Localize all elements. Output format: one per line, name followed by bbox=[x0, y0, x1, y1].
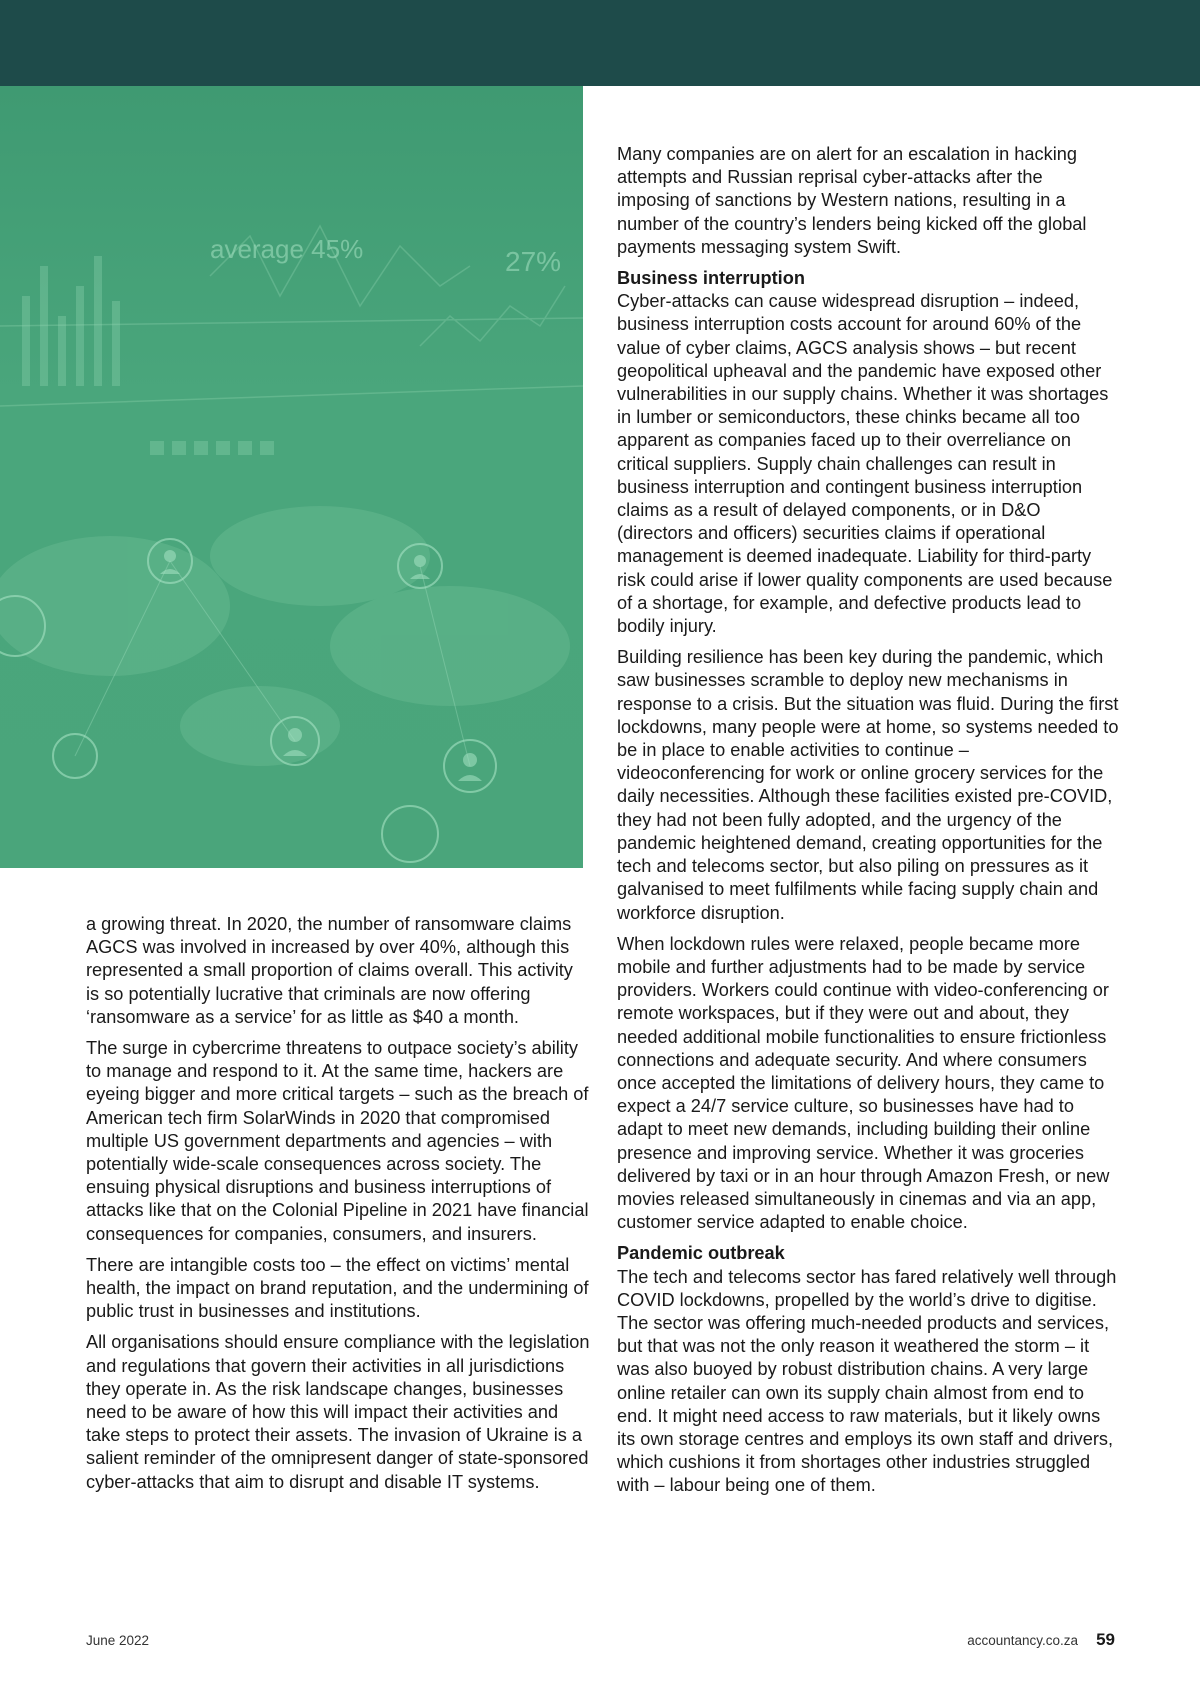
body-paragraph: Cyber-attacks can cause widespread disruption – indeed, business interruption costs account for around 60% of the value of cyber claims, AGCS analysis shows – but recent geopolitical upheaval and the pandemic have exposed other vulnerabilities in our supply chains. Whether it was shortages in lumber or semiconductors, these chinks became all too apparent as companies faced up to their overreliance on critical suppliers. Supply chain challenges can result in business interruption and contingent business interruption claims as a result of delayed components, or in D&O (directors and officers) securities claims if operational management is deemed inadequate. Liability for third-party risk could arise if lower quality components are used because of a shortage, for example, and defective products lead to bodily injury. bbox=[617, 291, 1113, 637]
overlay-text-average: average 45% bbox=[210, 234, 364, 264]
right-text-column bbox=[617, 143, 1119, 1506]
section-heading-pandemic-outbreak: Pandemic outbreak bbox=[617, 1243, 785, 1264]
section-heading-business-interruption: Business interruption bbox=[617, 268, 805, 289]
cyber-map-illustration bbox=[0, 86, 583, 868]
body-paragraph: There are intangible costs too – the effect on victims’ mental health, the impact on brand reputation, and the undermining of public trust in businesses and institutions. bbox=[86, 1254, 589, 1322]
footer-site-link[interactable]: accountancy.co.za bbox=[967, 1633, 1079, 1648]
hero-image bbox=[0, 86, 583, 868]
overlay-text-percent: 27% bbox=[505, 246, 562, 277]
left-text-column bbox=[86, 913, 590, 1502]
body-paragraph: All organisations should ensure compliance with the legislation and regulations that govern their activities in all jurisdictions they operate in. As the risk landscape changes, businesses need to be aware of how this will impact their activities and take steps to protect their assets. The invasion of Ukraine is a salient reminder of the omnipresent danger of state-sponsored cyber-attacks that aim to disrupt and disable IT systems. bbox=[86, 1332, 590, 1492]
body-paragraph: When lockdown rules were relaxed, people became more mobile and further adjustments had to be made by service providers. Workers could continue with video-conferencing or remote workspaces, but if they were out and about, they needed additional mobile functionalities to ensure frictionless connections and adequate security. And where consumers once accepted the limitations of delivery hours, they came to expect a 24/7 service culture, so businesses have had to adapt to meet new demands, including building their online presence and improving service. Whether it was groceries delivered by taxi or in an hour through Amazon Fresh, or new movies released simultaneously in cinemas and via an app, customer service adapted to enable choice. bbox=[617, 933, 1110, 1233]
footer-right bbox=[967, 1630, 1115, 1650]
body-paragraph: Building resilience has been key during the pandemic, which saw businesses scramble to deploy new mechanisms in response to a crisis. But the situation was fluid. During the first lockdowns, many people were at home, so systems needed to be in place to enable activities to continue – videoconferencing for work or online grocery services for the daily necessities. Although these facilities existed pre-COVID, they had not been fully adopted, and the urgency of the pandemic heightened demand, creating opportunities for the tech and telecoms sector, but also piling on pressures as it galvanised to meet fulfilments while facing supply chain and workforce disruption. bbox=[617, 647, 1119, 923]
page-number: 59 bbox=[1096, 1630, 1115, 1649]
header-band bbox=[0, 0, 1200, 86]
body-paragraph: The tech and telecoms sector has fared relatively well through COVID lockdowns, propelled by the world’s drive to digitise. The sector was offering much-needed products and services, but that was not the only reason it weathered the storm – it was also buoyed by robust distribution chains. A very large online retailer can own its supply chain almost from end to end. It might need access to raw materials, but it likely owns its own storage centres and employs its own staff and drivers, which cushions it from shortages other industries struggled with – labour being one of them. bbox=[617, 1266, 1117, 1496]
intro-paragraph: Many companies are on alert for an escalation in hacking attempts and Russian reprisal cyber-attacks after the imposing of sanctions by Western nations, resulting in a number of the country’s lenders being kicked off the global payments messaging system Swift. bbox=[617, 144, 1087, 257]
footer-date: June 2022 bbox=[86, 1633, 150, 1648]
body-paragraph: The surge in cybercrime threatens to outpace society’s ability to manage and respond to it. At the same time, hackers are eyeing bigger and more critical targets – such as the breach of American tech firm SolarWinds in 2020 that compromised multiple US government departments and agencies – with potentially wide-scale consequences across society. The ensuing physical disruptions and business interruptions of attacks like that on the Colonial Pipeline in 2021 have financial consequences for companies, consumers, and insurers. bbox=[86, 1038, 589, 1244]
body-paragraph: a growing threat. In 2020, the number of ransomware claims AGCS was involved in increased by over 40%, although this represented a small proportion of claims overall. This activity is so potentially lucrative that criminals are now offering ‘ransomware as a service’ for as little as $40 a month. bbox=[86, 914, 573, 1027]
